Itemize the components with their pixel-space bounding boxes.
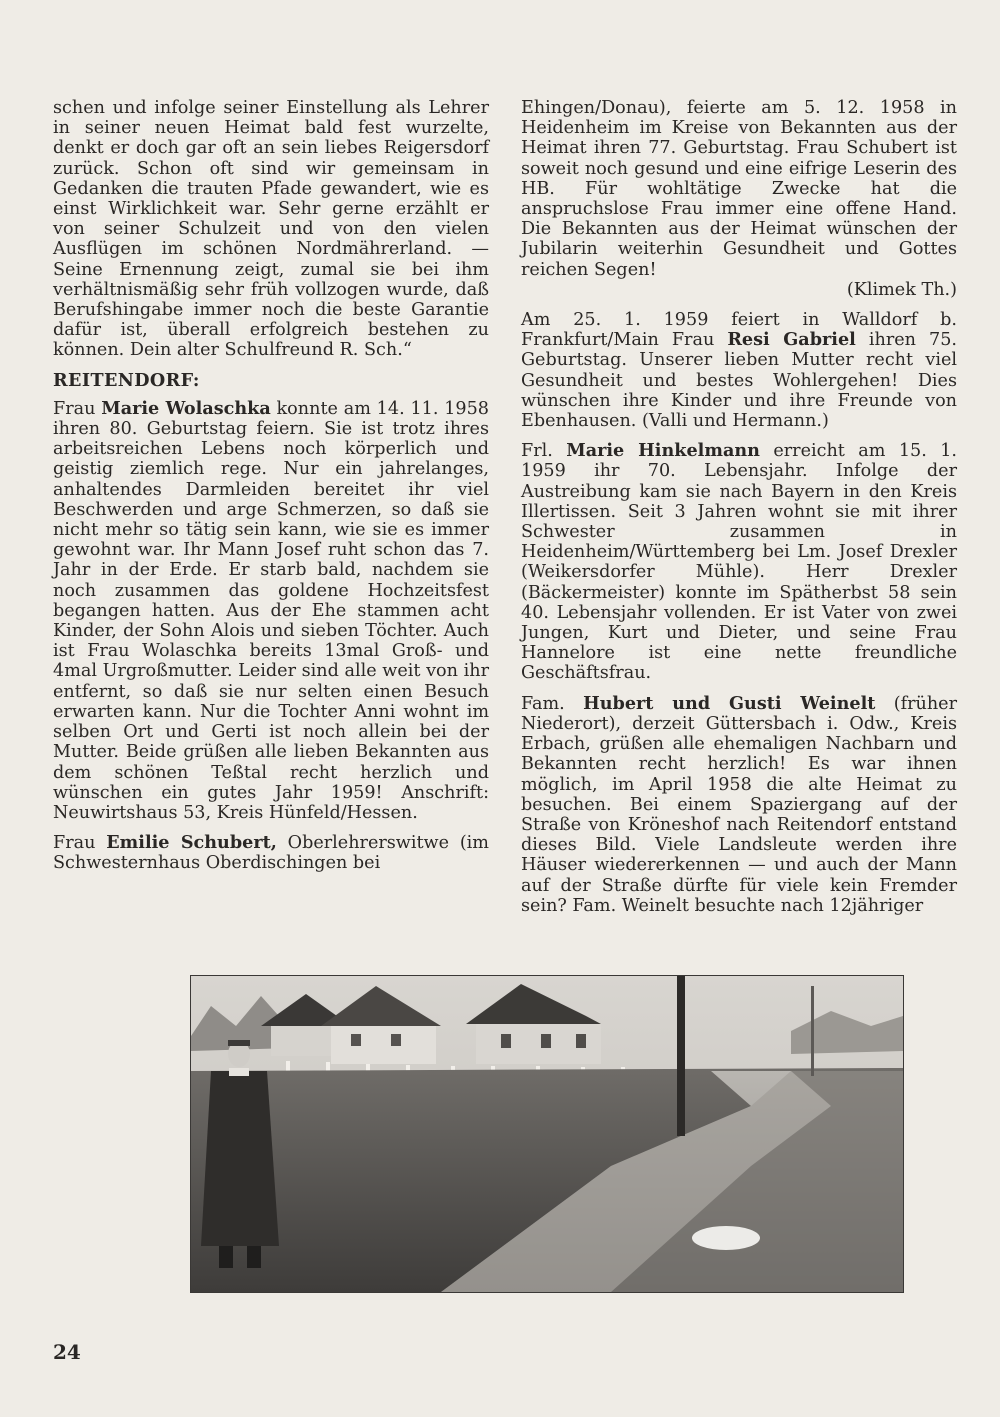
text-prefix: Frau bbox=[53, 398, 102, 419]
paragraph-schubert-continued: Ehingen/Donau), feierte am 5. 12. 1958 in Heidenheim im Kreise von Bekannten aus der Heimat ihren 77. Geburtstag. Frau Schubert ist soweit noch gesund und eine eifrige Leserin des HB. Für wohltätige Zwecke hat die anspruchslose Frau immer eine offene Hand. Die Bekannten aus der Heimat wünschen der Jubilarin weiterhin Gesundheit und Gottes reichen Segen! bbox=[521, 98, 957, 280]
right-column bbox=[521, 98, 957, 916]
paragraph-weinelt bbox=[521, 694, 957, 916]
text-body: (früher Niederort), derzeit Güttersbach i. Odw., Kreis Erbach, grüßen alle ehemaligen Nachbarn und Bekannten recht herzlich! Es war ihnen möglich, im April 1958 die alte Heimat zu besuchen. Bei einem Spaziergang auf der Straße von Kröneshof nach Reitendorf entstand dieses Bild. Viele Landsleute werden ihre Häuser wiedererkennen — und auch der Mann auf der Straße dürfte für viele kein Fremder sein? Fam. Weinelt besuchte nach 12jähriger bbox=[521, 693, 957, 916]
paragraph-gabriel bbox=[521, 310, 957, 431]
left-column bbox=[53, 98, 489, 874]
text-prefix: Frl. bbox=[521, 441, 567, 462]
section-heading-reitendorf: REITENDORF: bbox=[53, 369, 200, 391]
text-body: Oberlehrerswitwe (im Schwesternhaus Oberdischingen bei bbox=[53, 833, 489, 874]
paragraph-wolaschka bbox=[53, 399, 489, 823]
person-name: Emilie Schubert, bbox=[106, 832, 277, 854]
paragraph-schubert-start bbox=[53, 833, 489, 873]
photo-illustration bbox=[191, 976, 903, 1292]
paragraph-hinkelmann bbox=[521, 441, 957, 683]
person-name: Marie Hinkelmann bbox=[566, 440, 760, 462]
signature-klimek: (Klimek Th.) bbox=[846, 279, 957, 300]
text-body: erreicht am 15. 1. 1959 ihr 70. Lebensjahr. Infolge der Austreibung kam sie nach Bayern in den Kreis Illertissen. Seit 3 Jahren wohnt sie mit ihrer Schwester zusammen in Heidenheim/Württemberg bei Lm. Josef Drexler (Weikersdorfer Mühle). Herr Drexler (Bäckermeister) konnte im Spätherbst 58 sein 40. Lebensjahr vollenden. Er ist Vater von zwei Jungen, Kurt und Dieter, und seine Frau Hannelore ist eine nette freundliche Geschäftsfrau. bbox=[521, 441, 957, 684]
person-name: Resi Gabriel bbox=[727, 329, 856, 351]
text-prefix: Fam. bbox=[521, 693, 584, 714]
page-number: 24 bbox=[53, 1340, 81, 1364]
text-prefix: Frau bbox=[53, 833, 107, 854]
text-body: konnte am 14. 11. 1958 ihren 80. Geburtstag feiern. Sie ist trotz ihres arbeitsreichen Lebens noch körperlich und geistig ziemlich rege. Nur ein jahrelanges, anhaltendes Darmleiden bereitet ihr viel Beschwerden und arge Schmerzen, so daß sie nicht mehr so tätig sein kann, wie sie es immer gewohnt war. Ihr Mann Josef ruht schon das 7. Jahr in der Erde. Er starb bald, nachdem sie noch zusammen das goldene Hochzeitsfest begangen hatten. Aus der Ehe stammen acht Kinder, der Sohn Alois und sieben Töchter. Auch ist Frau Wolaschka bereits 13mal Groß- und 4mal Urgroßmutter. Leider sind alle weit von ihr entfernt, so daß sie nur selten einen Besuch erwarten kann. Nur die Tochter Anni wohnt im selben Ort und Gerti ist noch allein bei der Mutter. Beide grüßen alle lieben Bekannten aus dem schönen Teßtal recht herzlich und wünschen ein gutes Jahr 1959! Anschrift: Neuwirtshaus 53, Kreis Hünfeld/Hessen. bbox=[53, 398, 489, 823]
text-prefix: Am 25. 1. 1959 feiert in Walldorf b. Frankfurt/Main Frau bbox=[521, 310, 957, 351]
text-body: ihren 75. Geburtstag. Unserer lieben Mutter recht viel Gesundheit und bestes Wohlergehen! Dies wünschen ihre Kinder und ihre Freunde von Ebenhausen. (Valli und Hermann.) bbox=[521, 330, 957, 432]
paragraph-intro: schen und infolge seiner Einstellung als Lehrer in seiner neuen Heimat bald fest wurzelte, denkt er doch gar oft an sein liebes Reigersdorf zurück. Schon oft sind wir gemeinsam in Gedanken die trauten Pfade gewandert, wie es einst Wirklichkeit war. Sehr gerne erzählt er von seiner Schulzeit und von den vielen Ausflügen im schönen Nordmährerland. — Seine Ernennung zeigt, zumal sie bei ihm verhältnismäßig sehr früh vollzogen wurde, daß Berufshingabe immer noch die beste Garantie dafür ist, überall erfolgreich bestehen zu können. Dein alter Schulfreund R. Sch.“ bbox=[53, 98, 489, 361]
person-name: Hubert und Gusti Weinelt bbox=[583, 692, 876, 714]
village-road-photo bbox=[190, 975, 904, 1293]
person-name: Marie Wolaschka bbox=[101, 397, 271, 419]
